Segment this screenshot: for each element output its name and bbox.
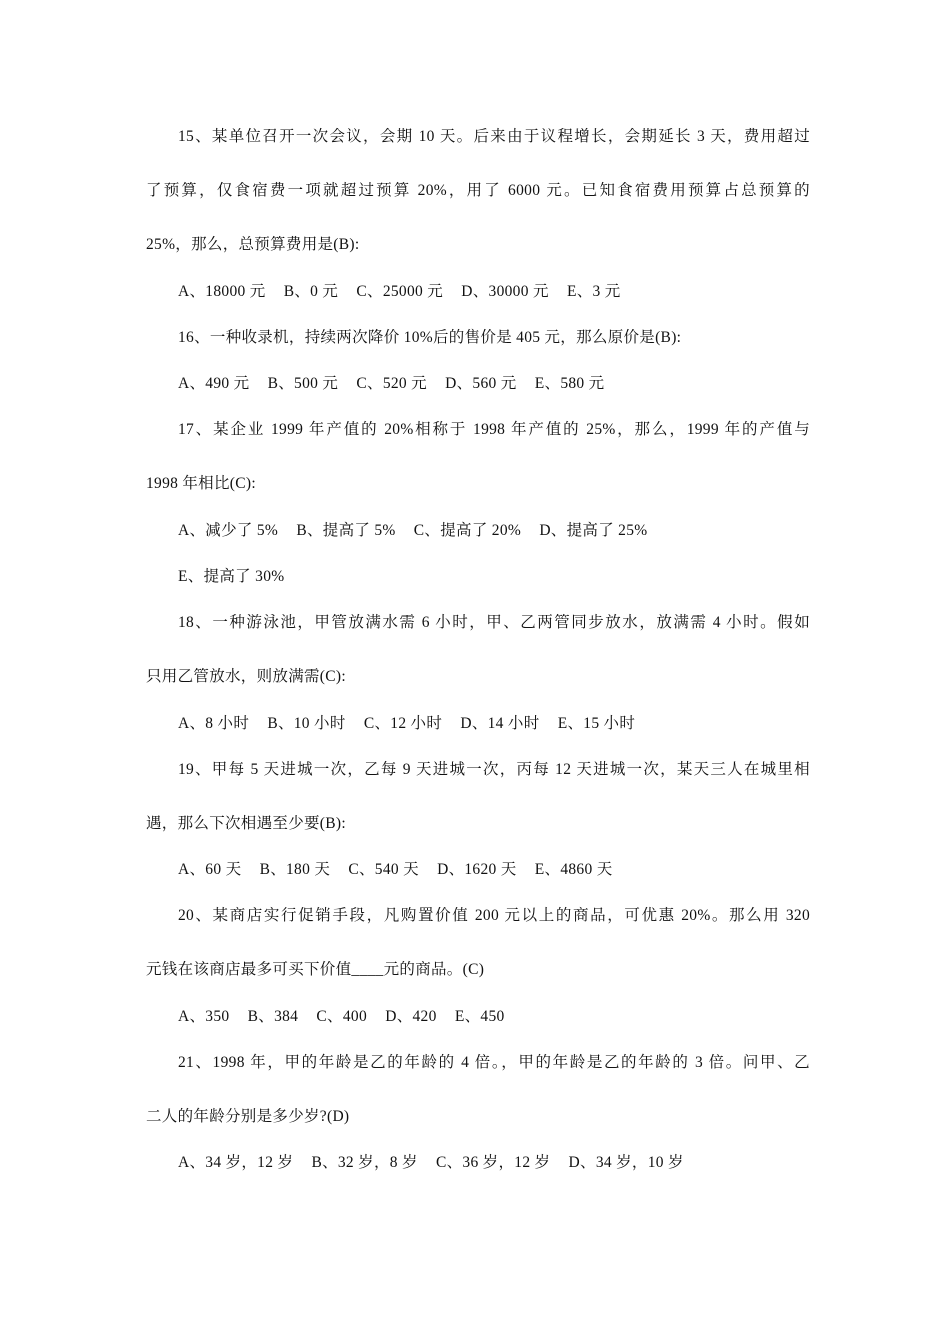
option-d: D、560 元	[445, 375, 517, 392]
option-d: D、提高了 25%	[539, 522, 648, 539]
question-17-options	[178, 520, 810, 542]
question-17-line-1: 17、某企业 1999 年产值的 20%相称于 1998 年产值的 25%，那么，1999 年的产值与	[178, 421, 810, 438]
option-d: D、14 小时	[460, 715, 540, 732]
question-16-options	[178, 373, 810, 395]
question-18-line-1: 18、一种游泳池，甲管放满水需 6 小时，甲、乙两管同步放水，放满需 4 小时。假如	[178, 614, 810, 631]
question-21-line-2: 二人的年龄分别是多少岁?(D)	[146, 1108, 350, 1125]
question-15-line-3: 25%，那么，总预算费用是(B):	[146, 236, 360, 253]
option-c: C、540 天	[348, 861, 419, 878]
option-e: E、450	[454, 1008, 505, 1025]
option-a: A、60 天	[178, 861, 242, 878]
question-19-line-2: 遇，那么下次相遇至少要(B):	[146, 815, 346, 832]
option-d: D、420	[385, 1008, 437, 1025]
option-b: B、32 岁，8 岁	[311, 1154, 418, 1171]
option-c: C、25000 元	[356, 283, 444, 300]
option-d: D、34 岁，10 岁	[568, 1154, 684, 1171]
question-20-options	[178, 1006, 810, 1028]
option-a: A、350	[178, 1008, 230, 1025]
option-c: C、提高了 20%	[413, 522, 522, 539]
option-a: A、8 小时	[178, 715, 250, 732]
question-17-line-2: 1998 年相比(C):	[146, 475, 256, 492]
question-15-line-1: 15、某单位召开一次会议，会期 10 天。后来由于议程增长，会期延长 3 天，费用超过	[178, 128, 810, 145]
option-e: E、3 元	[566, 283, 621, 300]
question-18-line-2: 只用乙管放水，则放满需(C):	[146, 668, 346, 685]
option-a: A、减少了 5%	[178, 522, 279, 539]
option-d: D、30000 元	[461, 283, 549, 300]
question-20-line-1: 20、某商店实行促销手段，凡购置价值 200 元以上的商品，可优惠 20%。那么用 320	[178, 907, 810, 924]
option-c: C、12 小时	[363, 715, 443, 732]
question-15-line-2: 了预算，仅食宿费一项就超过预算 20%，用了 6000 元。已知食宿费用预算占总预算的	[146, 182, 810, 199]
option-b: B、500 元	[267, 375, 339, 392]
option-e: E、15 小时	[557, 715, 636, 732]
option-e: E、提高了 30%	[178, 568, 285, 585]
question-19-options	[178, 859, 810, 881]
question-18-options	[178, 713, 810, 735]
option-b: B、180 天	[259, 861, 331, 878]
question-21-options	[178, 1152, 810, 1174]
option-a: A、490 元	[178, 375, 250, 392]
question-17-options-2	[178, 566, 810, 588]
option-c: C、36 岁，12 岁	[435, 1154, 551, 1171]
option-d: D、1620 天	[437, 861, 517, 878]
option-b: B、提高了 5%	[296, 522, 396, 539]
option-e: E、4860 天	[534, 861, 613, 878]
option-b: B、0 元	[283, 283, 339, 300]
option-c: C、400	[316, 1008, 368, 1025]
question-19-line-1: 19、甲每 5 天进城一次，乙每 9 天进城一次，丙每 12 天进城一次，某天三人在城里相	[178, 761, 810, 778]
option-a: A、34 岁，12 岁	[178, 1154, 294, 1171]
question-16-line-1: 16、一种收录机，持续两次降价 10%后的售价是 405 元，那么原价是(B):	[178, 329, 682, 346]
question-15-options	[178, 281, 810, 303]
option-b: B、10 小时	[267, 715, 346, 732]
option-e: E、580 元	[534, 375, 605, 392]
option-c: C、520 元	[356, 375, 427, 392]
question-21-line-1: 21、1998 年，甲的年龄是乙的年龄的 4 倍。，甲的年龄是乙的年龄的 3 倍。问甲、乙	[178, 1054, 810, 1071]
option-b: B、384	[247, 1008, 299, 1025]
option-a: A、18000 元	[178, 283, 266, 300]
question-20-line-2: 元钱在该商店最多可买下价值____元的商品。(C)	[146, 961, 485, 978]
